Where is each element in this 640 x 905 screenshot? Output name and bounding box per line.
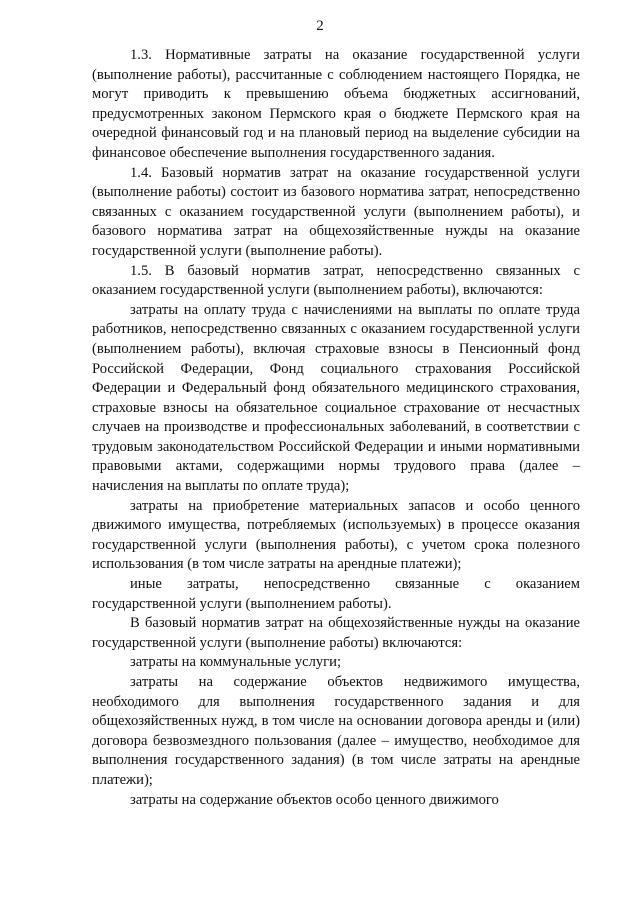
paragraph-1-4: 1.4. Базовый норматив затрат на оказание государственной услуги (выполнение работы) состоит из базового норматива затрат, непосредственно связанных с оказанием государственной услуги (выполнением работы), и базового норматива затрат на общехозяйственные нужды на оказание государственной услуги (выполнение работы). [92,164,580,259]
page-number: 2 [316,18,324,34]
paragraph-utility-costs: затраты на коммунальные услуги; [130,654,342,671]
paragraph-general-needs: В базовый норматив затрат на общехозяйственные нужды на оказание государственной услуги (выполнение работы) включаются: [92,615,580,651]
paragraph-real-estate-costs: затраты на содержание объектов недвижимого имущества, необходимого для выполнения государственного задания и для общехозяйственных нужд, в том числе на основании договора аренды и (или) договора безвозмездного пользования (далее – имущество, необходимое для выполнения государственного задания) (в том числе затраты на арендные платежи); [92,674,580,788]
paragraph-movable-property-costs: затраты на содержание объектов особо ценного движимого [130,791,499,808]
paragraph-1-5: 1.5. В базовый норматив затрат, непосредственно связанных с оказанием государственной услуги (выполнением работы), включаются: [92,262,580,299]
document-body [92,46,580,810]
paragraph-labor-costs: затраты на оплату труда с начислениями на выплаты по оплате труда работников, непосредственно связанных с оказанием государственной услуги (выполнением работы), включая страховые взносы в Пенсионный фонд Российской Федерации, Фонд социального страхования Российской Федерации и Федеральный фонд обязательного медицинского страхования, страховые взносы на обязательное социальное страхование от несчастных случаев на производстве и профессиональных заболеваний, в соответствии с трудовым законодательством Российской Федерации и иными нормативными правовыми актами, содержащими нормы трудового права (далее – начисления на выплаты по оплате труда); [92,301,580,495]
paragraph-material-costs: затраты на приобретение материальных запасов и особо ценного движимого имущества, потребляемых (используемых) в процессе оказания государственной услуги (выполнения работы), с учетом срока полезного использования (в том числе затраты на арендные платежи); [92,497,580,573]
paragraph-1-3: 1.3. Нормативные затраты на оказание государственной услуги (выполнение работы), рассчитанные с соблюдением настоящего Порядка, не могут приводить к превышению объема бюджетных ассигнований, предусмотренных законом Пермского края о бюджете Пермского края на очередной финансовый год и на плановый период на выделение субсидии на финансовое обеспечение выполнения государственного задания. [92,47,580,161]
paragraph-other-costs: иные затраты, непосредственно связанные с оказанием государственной услуги (выполнением работы). [92,576,580,612]
